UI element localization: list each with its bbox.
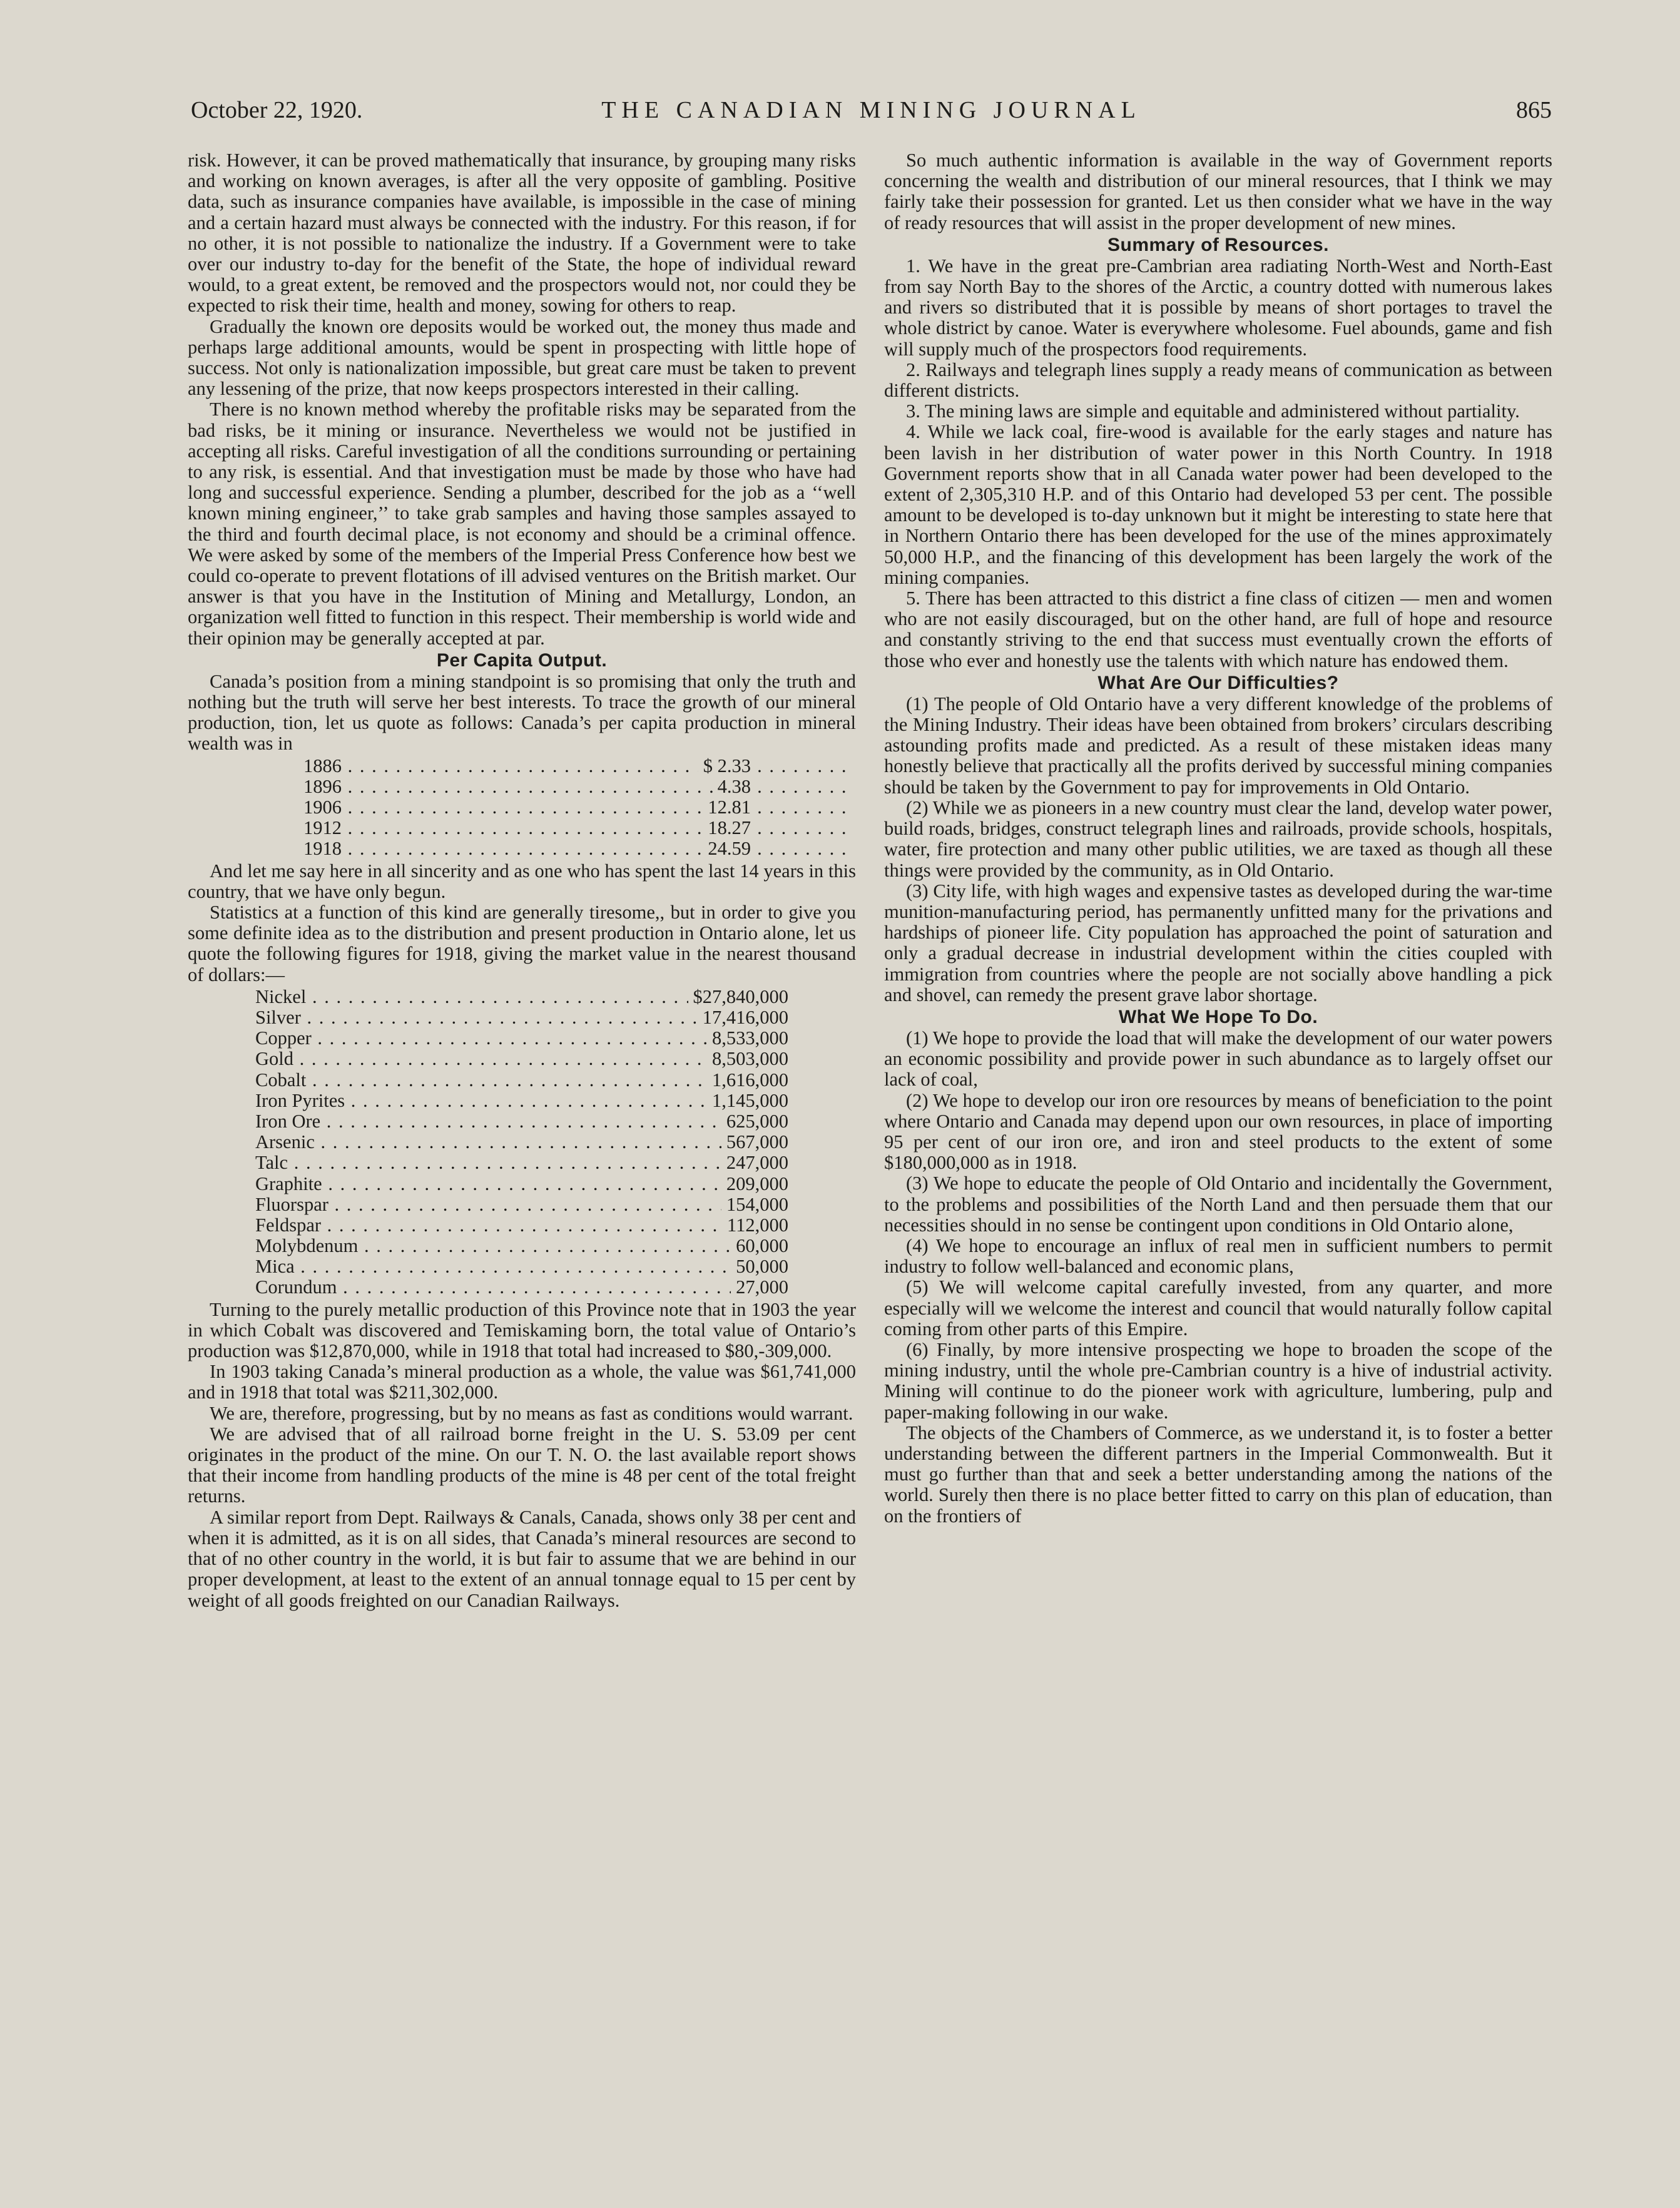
paragraph: The objects of the Chambers of Commerce, as we understand it, is to foster a better understanding between the different partners in the Imperial Commonwealth. But it must go further than that and seek a better understanding among the nations of the world. Surely then there is no place better fitted to carry on this plan of education, than on the frontiers of (884, 1422, 1552, 1527)
value-cell: 27,000 (731, 1277, 788, 1298)
list-item: (2) We hope to develop our iron ore resources by means of beneficiation to the point where Ontario and Canada may depend upon our own resources, in place of importing 95 per cent of our iron ore, and iron and steel products to the extent of some $180,000,000 as in 1918. (884, 1089, 1552, 1174)
value-cell: 8,533,000 (707, 1028, 788, 1049)
mineral-production-table (188, 987, 788, 1298)
value-cell: 112,000 (722, 1215, 788, 1236)
list-item: 5. There has been attracted to this district a fine class of citizen — men and women who are not easily discouraged, but on the other hand, are full of hope and resource and constantly striving to the end that success must eventually crown the efforts of those who ever and honestly use the talents with which nature has endowed them. (884, 588, 1552, 671)
running-head (191, 93, 1552, 128)
mineral-cell: Graphite . . . (255, 1174, 781, 1194)
paragraph: Gradually the known ore deposits would be worked out, the money thus made and perhaps large additional amounts, would be spent in prospecting with little hope of success. Not only is nationalization impossible, but great care must be taken to prevent any lessening of the prize, that now keeps prospectors interested in their calling. (188, 315, 856, 400)
section-heading-difficulties: What Are Our Difficulties? (1097, 672, 1339, 693)
table-row (188, 1049, 788, 1069)
year-cell: 1896 . . . (303, 776, 854, 797)
table-row (188, 1007, 788, 1028)
year-cell: 1918 . . . (303, 838, 854, 859)
table-row (188, 776, 751, 797)
value-cell: 60,000 (731, 1236, 788, 1256)
list-item: (3) We hope to educate the people of Old Ontario and incidentally the Government, to the problems and possibilities of the North Land and then persuade them that our necessities should in no sense be contingent upon conditions in Old Ontario alone, (884, 1173, 1552, 1236)
table-row (188, 1152, 788, 1173)
table-row (188, 1028, 788, 1049)
mineral-cell: Gold . . . (255, 1049, 781, 1069)
paragraph: A similar report from Dept. Railways & Canals, Canada, shows only 38 per cent and when it is admitted, as it is on all sides, that Canada’s mineral resources are second to that of no other country in the world, it is but fair to assume that we are behind in our proper development, at least to the extent of an annual tonnage equal to 15 per cent by weight of all goods freighted on our Canadian Railways. (188, 1506, 856, 1611)
mineral-cell: Mica . . . (255, 1256, 781, 1277)
mineral-cell: Arsenic . . . (255, 1132, 781, 1152)
value-cell: 625,000 (721, 1111, 788, 1132)
value-cell: 18.27 (703, 818, 751, 838)
value-cell: 1,145,000 (707, 1091, 788, 1111)
value-cell: 1,616,000 (707, 1070, 788, 1091)
mineral-cell: Molybdenum . . . (255, 1236, 781, 1256)
value-cell: 154,000 (721, 1194, 788, 1215)
paragraph: Canada’s position from a mining standpoint is so promising that only the truth and nothing but the truth will serve her best interests. To trace the growth of our mineral production, tion, let us quote as follows: Canada’s per capita production in mineral wealth was in (188, 670, 856, 755)
list-item: (1) We hope to provide the load that will make the development of our water powers an economic possibility and provide power in such abundance as to largely offset our lack of coal, (884, 1027, 1552, 1091)
table-row (188, 1236, 788, 1256)
section-heading-summary: Summary of Resources. (1107, 234, 1329, 255)
paragraph: Statistics at a function of this kind are generally tiresome,, but in order to give you some definite idea as to the distribution and present production in Ontario alone, let us quote the following figures for 1918, giving the market value in the nearest thousand of dollars:— (188, 902, 856, 985)
value-cell: 50,000 (731, 1256, 788, 1277)
paragraph: risk. However, it can be proved mathematically that insurance, by grouping many risks and working on known averages, is after all the very opposite of gambling. Positive data, such as insurance companies have available, is impossible in the case of mining and a certain hazard must always be connected with the industry. For this reason, if for no other, it is not possible to nationalize the industry. If a Government were to take over our industry to-day for the benefit of the State, the hope of individual reward would, to a great extent, be removed and the prospectors would not, nor could they be expected to risk their time, health and money, sowing for others to reap. (188, 150, 856, 317)
value-cell: 4.38 (713, 776, 751, 797)
value-cell: $27,840,000 (688, 987, 789, 1007)
paragraph: And let me say here in all sincerity and as one who has spent the last 14 years in this country, that we have only begun. (188, 860, 856, 902)
list-item: (6) Finally, by more intensive prospecting we hope to broaden the scope of the mining industry, until the whole pre-Cambrian country is a hive of industrial activity. Mining will continue to do the pioneer work with agriculture, lumbering, pulp and paper-making following in our wake. (884, 1338, 1552, 1423)
per-capita-table (188, 756, 751, 860)
table-row (188, 797, 751, 818)
value-cell: 247,000 (721, 1152, 788, 1173)
value-cell: 24.59 (703, 838, 751, 859)
value-cell: 209,000 (721, 1174, 788, 1194)
list-item: 3. The mining laws are simple and equitable and administered without partiality. (906, 400, 1520, 422)
year-cell: 1886 . . . (303, 756, 854, 776)
list-item: (3) City life, with high wages and expensive tastes as developed during the war-time munition-manufacturing period, has permanently unfitted many for the privations and hardships of pioneer life. City population has approached the point of saturation and only a gradual decrease in industrial development within the cities coupled with immigration from countries where the people are not socially above handling a pick and shovel, can remedy the present grave labor shortage. (884, 880, 1552, 1005)
mineral-cell: Talc . . . (255, 1152, 781, 1173)
table-row (188, 1132, 788, 1152)
paragraph: We are advised that of all railroad borne freight in the U. S. 53.09 per cent originates in the product of the mine. On our T. N. O. the last available report shows that their income from handling products of the mine is 48 per cent of the total freight returns. (188, 1423, 856, 1507)
mineral-cell: Feldspar . . . (255, 1215, 781, 1236)
paragraph: So much authentic information is available in the way of Government reports concerning the wealth and distribution of our mineral resources, that I think we may fairly take their possession for granted. Let us then consider what we have in the way of ready resources that will assist in the proper development of new mines. (884, 150, 1552, 233)
section-heading-per-capita: Per Capita Output. (436, 649, 608, 671)
table-row (188, 756, 751, 776)
table-row (188, 1174, 788, 1194)
table-row (188, 1277, 788, 1298)
mineral-cell: Copper . . . (255, 1028, 781, 1049)
journal-title: THE CANADIAN MINING JOURNAL (601, 97, 1141, 123)
value-cell: 17,416,000 (698, 1007, 788, 1028)
table-row (188, 1091, 788, 1111)
list-item: (4) We hope to encourage an influx of real men in sufficient numbers to permit industry to follow well-balanced and economic plans, (884, 1234, 1552, 1278)
issue-date: October 22, 1920. (191, 97, 363, 123)
table-row (188, 838, 751, 859)
mineral-cell: Fluorspar . . . (255, 1194, 781, 1215)
paragraph: In 1903 taking Canada’s mineral production as a whole, the value was $61,741,000 and in 1918 that total was $211,302,000. (188, 1361, 856, 1403)
year-cell: 1906 . . . (303, 797, 854, 818)
value-cell: 8,503,000 (707, 1049, 788, 1069)
table-row (188, 1256, 788, 1277)
table-row (188, 818, 751, 838)
table-row (188, 1070, 788, 1091)
list-item: (2) While we as pioneers in a new country must clear the land, develop water power, build roads, bridges, construct telegraph lines and railroads, provide schools, hospitals, water, fire protection and many other public utilities, we are taxed as though all these things were provided by the community, as in Old Ontario. (884, 796, 1552, 881)
paragraph: Turning to the purely metallic production of this Province note that in 1903 the year in which Cobalt was discovered and Temiskaming born, the total value of Ontario’s production was $12,870,000, while in 1918 that total had increased to $80,-309,000. (188, 1298, 856, 1362)
paragraph: There is no known method whereby the profitable risks may be separated from the bad risks, be it mining or insurance. Nevertheless we would not be justified in accepting all risks. Careful investigation of all the conditions surrounding or pertaining to any risk, is essential. And that investigation must be made by those who have had long and successful experience. Sending a plumber, described for the job as a ‘‘well known mining engineer,’’ to take grab samples and having those samples assayed to the third and fourth decimal place, is not economy and should be a criminal offence. We were asked by some of the members of the Imperial Press Conference how best we could co-operate to prevent flotations of ill advised ventures on the British market. Our answer is that you have in the Institution of Mining and Metallurgy, London, an organization well fitted to function in this respect. Their membership is world wide and their opinion may be generally accepted at par. (188, 399, 856, 649)
list-item: (5) We will welcome capital carefully invested, from any quarter, and more especially will we welcome the interest and council that would naturally follow capital coming from other parts of this Empire. (884, 1276, 1552, 1340)
mineral-cell: Silver . . . (255, 1007, 781, 1028)
right-column (884, 150, 1552, 1527)
left-column (188, 150, 856, 1611)
list-item: (1) The people of Old Ontario have a very different knowledge of the problems of the Mining Industry. Their ideas have been obtained from brokers’ circulars describing astounding profits made and predicted. As a result of these mistaken ideas many honestly believe that practically all the profits derived by successful mining companies should be taken by the Government to pay for improvements in Old Ontario. (884, 693, 1552, 798)
paragraph: We are, therefore, progressing, but by no means as fast as conditions would warrant. (210, 1402, 853, 1424)
table-row (188, 1215, 788, 1236)
list-item: 2. Railways and telegraph lines supply a ready means of communication as between different districts. (884, 359, 1552, 402)
value-cell: 567,000 (721, 1132, 788, 1152)
list-item: 1. We have in the great pre-Cambrian area radiating North-West and North-East from say North Bay to the shores of the Arctic, a country dotted with numerous lakes and rivers so distributed that it is possible by means of short portages to travel the whole district by canoe. Water is everywhere wholesome. Fuel abounds, game and fish will supply much of the prospectors food requirements. (884, 255, 1552, 360)
page-number: 865 (1516, 97, 1552, 123)
section-heading-hope: What We Hope To Do. (1118, 1006, 1318, 1027)
table-row (188, 1111, 788, 1132)
table-row (188, 987, 788, 1007)
list-item: 4. While we lack coal, fire-wood is available for the early stages and nature has been lavish in her distribution of water power in this North Country. In 1918 Government reports show that in all Canada water power had been developed to the extent of 2,305,310 H.P. and of this Ontario had developed 53 per cent. The possible amount to be developed is to-day unknown but it might be interesting to state here that in Northern Ontario there has been developed for the use of the mines approximately 50,000 H.P., and the financing of this development has been largely the work of the mining companies. (884, 421, 1552, 588)
value-cell: $ 2.33 (698, 756, 751, 776)
table-row (188, 1194, 788, 1215)
mineral-cell: Iron Ore . . . (255, 1111, 781, 1132)
mineral-cell: Corundum . . . (255, 1277, 781, 1298)
mineral-cell: Iron Pyrites . . . (255, 1091, 781, 1111)
year-cell: 1912 . . . (303, 818, 854, 838)
mineral-cell: Nickel . . . (255, 987, 781, 1007)
mineral-cell: Cobalt . . . (255, 1070, 781, 1091)
value-cell: 12.81 (703, 797, 751, 818)
